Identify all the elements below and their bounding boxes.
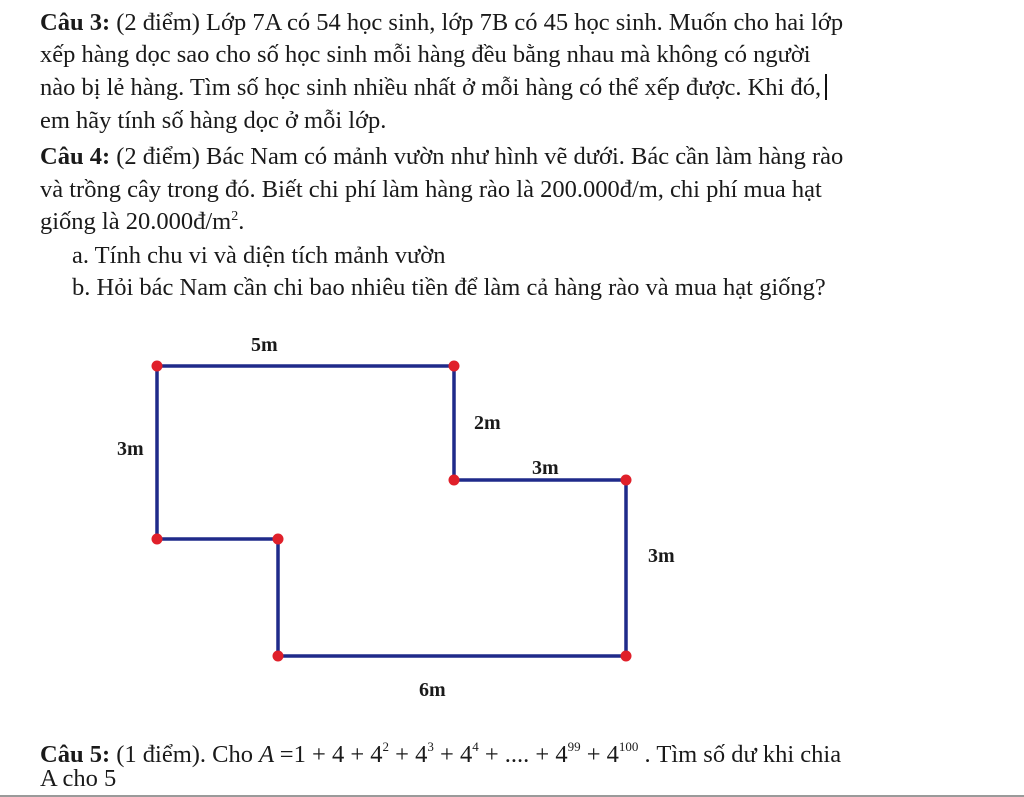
vertex-top-right bbox=[449, 361, 460, 372]
label-inner-vertical: 2m bbox=[474, 412, 501, 434]
vertex-step-corner bbox=[273, 534, 284, 545]
q4-text-1: (2 điểm) Bác Nam có mảnh vườn như hình vẽ dưới. Bác cần làm hàng rào bbox=[116, 143, 844, 170]
q3-label: Câu 3: bbox=[40, 9, 111, 36]
q4-line-3 bbox=[40, 207, 244, 237]
q3-text-1: (2 điểm) Lớp 7A có 54 học sinh, lớp 7B có 45 học sinh. Muốn cho hai lớp bbox=[116, 9, 844, 36]
label-left: 3m bbox=[117, 438, 144, 460]
q5-text-pre: (1 điểm). Cho bbox=[116, 741, 254, 768]
label-bottom: 6m bbox=[419, 679, 446, 701]
q4-line-2: và trồng cây trong đó. Biết chi phí làm hàng rào là 200.000đ/m, chi phí mua hạt bbox=[40, 176, 822, 203]
formula-term-6: 4 bbox=[555, 741, 568, 768]
formula-lhs: A bbox=[259, 741, 274, 768]
vertex-bottom-right bbox=[621, 651, 632, 662]
q4-line-1 bbox=[40, 142, 843, 172]
q5-text-post: . Tìm số dư khi chia bbox=[644, 741, 842, 768]
q4-item-a: a. Tính chu vi và diện tích mảnh vườn bbox=[72, 242, 446, 269]
label-right: 3m bbox=[648, 545, 675, 567]
vertex-top-left bbox=[152, 361, 163, 372]
q3-line-2: xếp hàng dọc sao cho số học sinh mỗi hàng đều bằng nhau mà không có người bbox=[40, 41, 811, 68]
dimension-labels bbox=[117, 334, 675, 701]
formula-ellipsis: .... bbox=[504, 741, 530, 768]
q3-line-3 bbox=[40, 73, 827, 103]
q3-line-1 bbox=[40, 8, 843, 38]
q5-line-1 bbox=[40, 732, 841, 770]
q4-label: Câu 4: bbox=[40, 143, 111, 170]
vertex-left-bottom bbox=[152, 534, 163, 545]
vertex-bottom-left bbox=[273, 651, 284, 662]
formula-term-4: 4 bbox=[459, 741, 473, 768]
q5-formula: $A =1 + 4 + 4^2 + 4^3 + 4^4$ + .... + $4^{99} + 4^{100}$ bbox=[259, 739, 639, 768]
formula-term-3: 4 bbox=[415, 741, 428, 768]
vertex-right-top bbox=[621, 475, 632, 486]
label-top: 5m bbox=[251, 334, 278, 356]
formula-exp-7: 100 bbox=[618, 739, 639, 754]
formula-term-1: 4 bbox=[331, 741, 345, 768]
text-caret bbox=[825, 74, 827, 100]
q4-text-3: giống là 20.000đ/m bbox=[40, 208, 232, 235]
vertex-inner-corner bbox=[449, 475, 460, 486]
formula-term-7: 4 bbox=[606, 741, 619, 768]
formula-term-2: 4 bbox=[370, 741, 383, 768]
garden-boundary bbox=[157, 366, 626, 656]
formula-exp-4: 4 bbox=[472, 739, 479, 754]
q4-text-3-end: . bbox=[238, 208, 245, 235]
formula-exp-6: 99 bbox=[567, 739, 581, 754]
q5-label: Câu 5: bbox=[40, 741, 111, 768]
garden-outline bbox=[157, 366, 626, 656]
formula-exp-2: 2 bbox=[382, 739, 390, 754]
q3-line-4: em hãy tính số hàng dọc ở mỗi lớp. bbox=[40, 107, 387, 134]
q3-text-3: nào bị lẻ hàng. Tìm số học sinh nhiều nhất ở mỗi hàng có thể xếp được. Khi đó, bbox=[40, 74, 822, 101]
q4-item-b: b. Hỏi bác Nam cần chi bao nhiêu tiền để làm cả hàng rào và mua hạt giống? bbox=[72, 274, 826, 301]
q4-unit-exponent: 2 bbox=[231, 208, 239, 224]
label-inner-horizontal: 3m bbox=[532, 457, 559, 479]
formula-exp-3: 3 bbox=[427, 739, 434, 754]
formula-term-0: 1 bbox=[293, 741, 306, 768]
formula-eq: = bbox=[279, 741, 294, 768]
q5-line-2: A cho 5 bbox=[40, 765, 117, 792]
garden-vertices bbox=[152, 361, 632, 662]
